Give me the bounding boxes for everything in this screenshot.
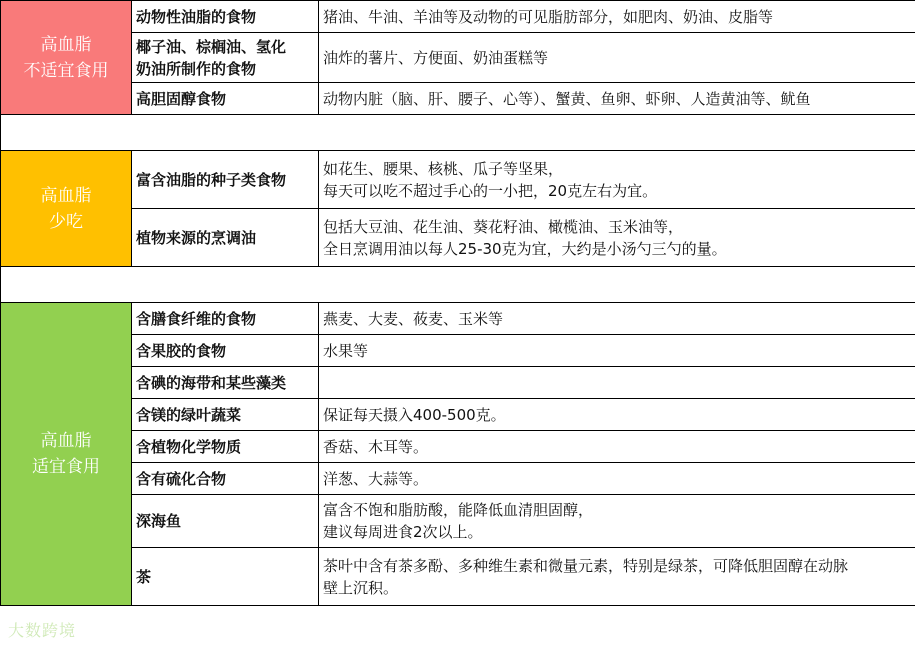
description-cell [319,548,915,606]
food-type-label: 含植物化学物质 [136,437,242,456]
food-type-cell [132,209,319,267]
category-label: 高血脂 [40,185,92,206]
food-type-label: 高胆固醇食物 [136,89,227,108]
description-cell [319,463,915,495]
food-type-label: 含碘的海带和某些藻类 [136,373,287,392]
food-type-cell [132,399,319,431]
table-row [1,303,915,335]
food-type-cell [132,495,319,548]
food-type-cell [132,33,319,83]
table-row [1,33,915,83]
food-type-label: 含镁的绿叶蔬菜 [136,405,242,424]
description-text: 建议每周进食2次以上。 [323,523,483,541]
description-cell [319,335,915,367]
description-text: 全日烹调用油以每人25-30克为宜，大约是小汤勺三勺的量。 [323,239,727,258]
food-type-cell [132,335,319,367]
description-text: 如花生、腰果、核桃、瓜子等坚果， [323,159,564,178]
food-type-cell [132,548,319,606]
description-text: 燕麦、大麦、莜麦、玉米等 [323,309,504,328]
food-type-cell [132,431,319,463]
description-cell [319,209,915,267]
description-text: 茶叶中含有茶多酚、多种维生素和微量元素，特别是绿茶，可降低胆固醇在动脉 [323,556,849,575]
food-type-cell [132,367,319,399]
description-cell [319,1,915,33]
food-type-cell [132,83,319,115]
description-cell [319,495,915,548]
food-type-label: 含有硫化合物 [136,469,227,488]
table-row [1,1,915,33]
table-row [1,463,915,495]
table-row [1,367,915,399]
description-text: 每天可以吃不超过手心的一小把，20克左右为宜。 [323,181,658,200]
description-text: 壁上沉积。 [323,578,399,597]
category-label: 高血脂 [40,34,92,55]
description-cell [319,399,915,431]
food-type-cell [132,303,319,335]
food-type-label: 茶 [136,567,152,586]
description-cell [319,33,915,83]
food-type-label: 含膳食纤维的食物 [136,309,257,328]
food-type-label: 深海鱼 [136,512,182,530]
food-type-label: 富含油脂的种子类食物 [136,170,287,189]
description-cell [319,367,915,399]
description-text: 动物内脏（脑、肝、腰子、心等）、蟹黄、鱼卵、虾卵、人造黄油等、鱿鱼 [323,89,811,108]
table-row [1,431,915,463]
food-type-label: 动物性油脂的食物 [136,7,257,26]
description-text: 油炸的薯片、方便面、奶油蛋糕等 [323,48,549,67]
description-text: 富含不饱和脂肪酸，能降低血清胆固醇， [323,501,594,519]
table-row [1,151,915,209]
food-type-label: 椰子油、棕榈油、氢化 [136,37,287,56]
description-text: 水果等 [323,341,369,360]
watermark: 大数跨境 [8,621,77,640]
description-text: 保证每天摄入400-500克。 [323,405,506,424]
description-cell [319,431,915,463]
category-cell [1,151,132,267]
spacer-cell [1,267,915,303]
table-row [1,548,915,606]
food-type-label: 含果胶的食物 [136,341,227,360]
category-label: 不适宜食用 [23,60,109,81]
table-row [1,399,915,431]
food-type-cell [132,151,319,209]
description-text: 香菇、木耳等。 [323,437,429,456]
category-cell [1,1,132,115]
table-row [1,495,915,548]
spacer-row [1,115,915,151]
description-cell [319,303,915,335]
food-type-label: 植物来源的烹调油 [136,228,257,247]
food-type-cell [132,463,319,495]
description-text: 洋葱、大蒜等。 [323,469,429,488]
spacer-row [1,267,915,303]
category-label: 高血脂 [40,431,92,451]
category-label: 适宜食用 [32,457,100,477]
table-row [1,209,915,267]
description-cell [319,151,915,209]
description-text: 包括大豆油、花生油、葵花籽油、橄榄油、玉米油等， [323,217,684,236]
table-row [1,83,915,115]
table-row [1,335,915,367]
category-label: 少吃 [49,211,83,232]
category-cell [1,303,132,606]
food-type-label: 奶油所制作的食物 [136,59,257,78]
food-type-cell [132,1,319,33]
description-cell [319,83,915,115]
description-text: 猪油、牛油、羊油等及动物的可见脂肪部分，如肥肉、奶油、皮脂等 [323,7,774,26]
spacer-cell [1,115,915,151]
